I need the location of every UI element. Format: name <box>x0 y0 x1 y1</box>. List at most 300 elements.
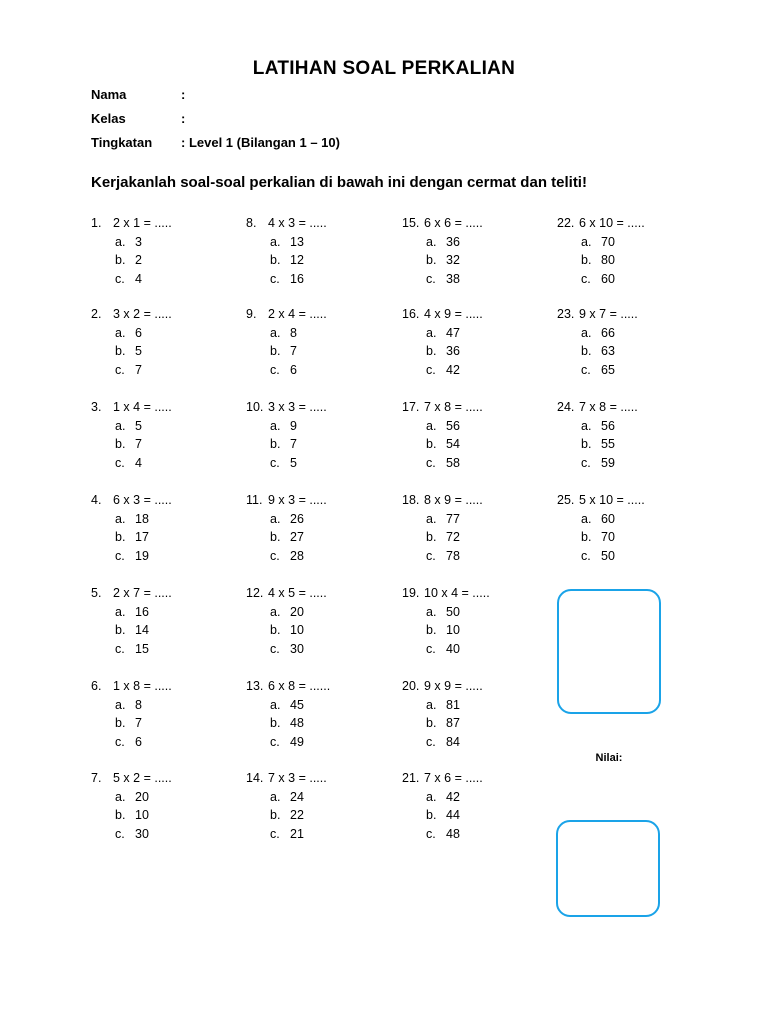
answer-option[interactable] <box>91 714 172 733</box>
option-letter: c. <box>115 641 125 656</box>
option-letter: b. <box>270 437 281 451</box>
answer-option[interactable] <box>246 788 327 807</box>
answer-option[interactable] <box>402 251 483 270</box>
option-letter: a. <box>115 418 126 433</box>
option-letter: b. <box>115 437 126 451</box>
answer-option[interactable] <box>91 324 172 343</box>
answer-option[interactable] <box>402 342 483 361</box>
question-text: 4 x 3 = ..... <box>268 216 327 230</box>
option-letter: a. <box>581 511 592 526</box>
option-value: 4 <box>135 271 142 286</box>
question-number: 16. <box>402 307 420 321</box>
option-value: 3 <box>135 234 142 249</box>
question-text: 5 x 10 = ..... <box>579 493 645 507</box>
question-number: 11. <box>246 493 263 507</box>
question-line <box>557 214 645 233</box>
option-value: 22 <box>290 808 304 822</box>
option-letter: a. <box>426 511 437 526</box>
question-item <box>557 491 645 565</box>
option-letter: c. <box>270 455 280 470</box>
question-text: 9 x 3 = ..... <box>268 493 327 507</box>
question-item <box>91 584 172 658</box>
answer-option[interactable] <box>91 454 172 473</box>
answer-option[interactable] <box>91 251 172 270</box>
option-value: 27 <box>290 530 304 544</box>
question-number: 22. <box>557 216 575 230</box>
option-letter: a. <box>270 604 281 619</box>
question-text: 6 x 3 = ..... <box>113 493 172 507</box>
answer-option[interactable] <box>402 806 483 825</box>
option-letter: c. <box>270 734 280 749</box>
question-item <box>246 769 327 843</box>
option-letter: c. <box>270 548 280 563</box>
question-item <box>402 214 483 288</box>
grade-box[interactable] <box>556 820 660 917</box>
question-text: 6 x 10 = ..... <box>579 216 645 230</box>
answer-option[interactable] <box>402 528 483 547</box>
question-item <box>246 491 327 565</box>
option-value: 48 <box>446 826 460 841</box>
option-letter: b. <box>270 623 281 637</box>
answer-option[interactable] <box>91 510 172 529</box>
question-item <box>91 677 172 751</box>
answer-option[interactable] <box>246 825 327 844</box>
option-value: 58 <box>446 455 460 470</box>
question-text: 6 x 8 = ...... <box>268 679 331 693</box>
option-value: 10 <box>446 623 460 637</box>
question-item <box>246 305 327 379</box>
question-line <box>402 769 483 788</box>
question-text: 3 x 3 = ..... <box>268 400 327 414</box>
answer-option[interactable] <box>246 806 327 825</box>
answer-option[interactable] <box>402 640 490 659</box>
option-letter: b. <box>426 623 437 637</box>
answer-option[interactable] <box>402 361 483 380</box>
option-value: 54 <box>446 437 460 451</box>
answer-option[interactable] <box>402 714 483 733</box>
answer-option[interactable] <box>91 342 172 361</box>
option-letter: c. <box>581 362 591 377</box>
class-field-row <box>91 111 185 126</box>
answer-option[interactable] <box>246 696 330 715</box>
option-value: 50 <box>446 604 460 619</box>
answer-option[interactable] <box>402 733 483 752</box>
option-letter: a. <box>115 511 126 526</box>
option-letter: c. <box>115 455 125 470</box>
question-text: 2 x 1 = ..... <box>113 216 172 230</box>
option-letter: a. <box>581 234 592 249</box>
question-number: 7. <box>91 771 102 785</box>
option-value: 6 <box>290 362 297 377</box>
option-value: 81 <box>446 697 460 712</box>
class-label: Kelas <box>91 111 126 126</box>
option-letter: c. <box>270 271 280 286</box>
option-letter: a. <box>270 325 281 340</box>
question-text: 2 x 7 = ..... <box>113 586 172 600</box>
answer-option[interactable] <box>402 233 483 252</box>
option-letter: c. <box>426 455 436 470</box>
option-value: 19 <box>135 548 149 563</box>
answer-option[interactable] <box>246 342 327 361</box>
answer-option[interactable] <box>91 696 172 715</box>
answer-option[interactable] <box>246 714 330 733</box>
question-text: 7 x 6 = ..... <box>424 771 483 785</box>
option-value: 7 <box>290 437 297 451</box>
option-value: 30 <box>290 641 304 656</box>
grade-label: Nilai: <box>595 752 623 764</box>
question-line <box>91 491 172 510</box>
question-item <box>246 584 327 658</box>
option-value: 5 <box>290 455 297 470</box>
question-number: 25. <box>557 493 575 507</box>
option-value: 16 <box>135 604 149 619</box>
answer-option[interactable] <box>402 696 483 715</box>
answer-option[interactable] <box>402 435 483 454</box>
question-text: 9 x 9 = ..... <box>424 679 483 693</box>
option-letter: a. <box>270 697 281 712</box>
answer-option[interactable] <box>91 621 172 640</box>
answer-option[interactable] <box>246 621 327 640</box>
question-number: 21. <box>402 771 420 785</box>
option-letter: a. <box>581 418 592 433</box>
question-line <box>91 769 172 788</box>
question-line <box>91 398 172 417</box>
option-value: 2 <box>135 253 142 267</box>
answer-option[interactable] <box>246 435 327 454</box>
question-line <box>557 305 638 324</box>
option-letter: c. <box>581 455 591 470</box>
option-letter: a. <box>426 697 437 712</box>
answer-option[interactable] <box>91 640 172 659</box>
option-letter: b. <box>270 808 281 822</box>
option-letter: c. <box>115 362 125 377</box>
option-value: 7 <box>135 437 142 451</box>
option-letter: c. <box>270 826 280 841</box>
option-letter: a. <box>270 789 281 804</box>
answer-option[interactable] <box>246 640 327 659</box>
answer-option[interactable] <box>557 435 638 454</box>
option-value: 10 <box>290 623 304 637</box>
level-label: Tingkatan <box>91 135 153 150</box>
option-letter: b. <box>581 253 592 267</box>
question-number: 6. <box>91 679 102 693</box>
option-letter: b. <box>426 530 437 544</box>
question-item <box>557 398 638 472</box>
question-item <box>246 677 330 751</box>
question-item <box>402 584 490 658</box>
answer-option[interactable] <box>557 233 645 252</box>
answer-option[interactable] <box>91 528 172 547</box>
question-text: 5 x 2 = ..... <box>113 771 172 785</box>
question-line <box>91 214 172 233</box>
answer-option[interactable] <box>402 270 483 289</box>
option-letter: b. <box>426 344 437 358</box>
option-value: 55 <box>601 437 615 451</box>
question-number: 24. <box>557 400 575 414</box>
question-text: 1 x 8 = ..... <box>113 679 172 693</box>
option-value: 42 <box>446 362 460 377</box>
option-letter: a. <box>270 234 281 249</box>
name-value[interactable]: : <box>181 87 186 102</box>
answer-option[interactable] <box>402 454 483 473</box>
question-number: 1. <box>91 216 102 230</box>
option-letter: b. <box>426 716 437 730</box>
question-number: 8. <box>246 216 257 230</box>
option-letter: c. <box>270 362 280 377</box>
answer-option[interactable] <box>557 324 638 343</box>
question-item <box>91 769 172 843</box>
option-value: 78 <box>446 548 460 563</box>
question-number: 20. <box>402 679 420 693</box>
question-text: 9 x 7 = ..... <box>579 307 638 321</box>
question-text: 4 x 5 = ..... <box>268 586 327 600</box>
option-value: 9 <box>290 418 297 433</box>
answer-option[interactable] <box>557 454 638 473</box>
answer-option[interactable] <box>91 806 172 825</box>
option-value: 6 <box>135 325 142 340</box>
answer-option[interactable] <box>91 417 172 436</box>
question-item <box>91 305 172 379</box>
question-number: 3. <box>91 400 102 414</box>
answer-option[interactable] <box>246 417 327 436</box>
option-letter: c. <box>581 548 591 563</box>
question-number: 18. <box>402 493 420 507</box>
answer-option[interactable] <box>402 417 483 436</box>
question-text: 3 x 2 = ..... <box>113 307 172 321</box>
name-field-row <box>91 87 185 102</box>
question-item <box>91 398 172 472</box>
instruction-text: Kerjakanlah soal-soal perkalian di bawah ini dengan cermat dan teliti! <box>91 174 587 191</box>
question-number: 15. <box>402 216 420 230</box>
question-line <box>402 491 483 510</box>
option-value: 8 <box>135 697 142 712</box>
question-text: 8 x 9 = ..... <box>424 493 483 507</box>
answer-option[interactable] <box>91 547 172 566</box>
answer-option[interactable] <box>246 510 327 529</box>
option-value: 16 <box>290 271 304 286</box>
answer-option[interactable] <box>557 547 645 566</box>
question-line <box>91 677 172 696</box>
question-item <box>402 398 483 472</box>
option-value: 20 <box>135 789 149 804</box>
level-field-row <box>91 135 340 150</box>
option-letter: c. <box>581 271 591 286</box>
option-letter: c. <box>426 362 436 377</box>
option-value: 87 <box>446 716 460 730</box>
question-number: 9. <box>246 307 257 321</box>
name-label: Nama <box>91 87 127 102</box>
option-value: 80 <box>601 253 615 267</box>
option-value: 8 <box>290 325 297 340</box>
question-item <box>246 214 327 288</box>
answer-option[interactable] <box>246 454 327 473</box>
question-item <box>402 769 483 843</box>
option-letter: b. <box>115 623 126 637</box>
option-letter: a. <box>426 789 437 804</box>
question-item <box>402 491 483 565</box>
option-value: 60 <box>601 271 615 286</box>
option-letter: b. <box>270 530 281 544</box>
question-line <box>557 491 645 510</box>
question-item <box>557 214 645 288</box>
option-value: 5 <box>135 344 142 358</box>
question-text: 2 x 4 = ..... <box>268 307 327 321</box>
option-value: 56 <box>446 418 460 433</box>
option-letter: a. <box>115 604 126 619</box>
option-letter: c. <box>115 734 125 749</box>
question-text: 7 x 3 = ..... <box>268 771 327 785</box>
answer-option[interactable] <box>91 435 172 454</box>
answer-option[interactable] <box>246 270 327 289</box>
answer-option[interactable] <box>402 825 483 844</box>
question-text: 1 x 4 = ..... <box>113 400 172 414</box>
option-value: 36 <box>446 234 460 249</box>
option-value: 10 <box>135 808 149 822</box>
option-letter: a. <box>426 418 437 433</box>
answer-option[interactable] <box>402 788 483 807</box>
option-value: 48 <box>290 716 304 730</box>
option-letter: b. <box>115 530 126 544</box>
question-text: 4 x 9 = ..... <box>424 307 483 321</box>
option-letter: a. <box>426 604 437 619</box>
option-letter: c. <box>426 826 436 841</box>
answer-option[interactable] <box>246 233 327 252</box>
option-value: 14 <box>135 623 149 637</box>
option-letter: b. <box>581 530 592 544</box>
answer-option[interactable] <box>402 547 483 566</box>
question-text: 10 x 4 = ..... <box>424 586 490 600</box>
option-value: 49 <box>290 734 304 749</box>
question-line <box>91 584 172 603</box>
answer-option[interactable] <box>557 528 645 547</box>
option-letter: c. <box>426 548 436 563</box>
option-letter: a. <box>426 234 437 249</box>
option-value: 6 <box>135 734 142 749</box>
answer-option[interactable] <box>246 324 327 343</box>
option-value: 84 <box>446 734 460 749</box>
correct-answers-box[interactable] <box>557 589 661 714</box>
option-letter: b. <box>115 344 126 358</box>
option-value: 45 <box>290 697 304 712</box>
option-letter: a. <box>115 234 126 249</box>
question-item <box>402 305 483 379</box>
answer-option[interactable] <box>402 510 483 529</box>
answer-option[interactable] <box>246 251 327 270</box>
answer-option[interactable] <box>557 342 638 361</box>
option-value: 32 <box>446 253 460 267</box>
question-number: 19. <box>402 586 420 600</box>
option-value: 44 <box>446 808 460 822</box>
question-line <box>246 677 330 696</box>
question-number: 2. <box>91 307 102 321</box>
question-number: 13. <box>246 679 264 693</box>
question-item <box>402 677 483 751</box>
option-letter: c. <box>426 641 436 656</box>
option-letter: b. <box>581 437 592 451</box>
worksheet-title: LATIHAN SOAL PERKALIAN <box>252 58 516 79</box>
option-value: 38 <box>446 271 460 286</box>
answer-option[interactable] <box>557 270 645 289</box>
option-letter: a. <box>115 697 126 712</box>
option-value: 28 <box>290 548 304 563</box>
question-line <box>402 214 483 233</box>
answer-option[interactable] <box>91 825 172 844</box>
question-number: 5. <box>91 586 102 600</box>
option-value: 42 <box>446 789 460 804</box>
answer-option[interactable] <box>91 788 172 807</box>
question-item <box>91 214 172 288</box>
answer-option[interactable] <box>246 733 330 752</box>
option-letter: b. <box>581 344 592 358</box>
question-text: 6 x 6 = ..... <box>424 216 483 230</box>
option-letter: b. <box>270 716 281 730</box>
question-line <box>557 398 638 417</box>
option-letter: b. <box>115 808 126 822</box>
option-value: 40 <box>446 641 460 656</box>
option-value: 4 <box>135 455 142 470</box>
answer-option[interactable] <box>402 603 490 622</box>
answer-option[interactable] <box>246 361 327 380</box>
class-value[interactable]: : <box>181 111 186 126</box>
option-value: 65 <box>601 362 615 377</box>
answer-option[interactable] <box>246 528 327 547</box>
answer-option[interactable] <box>402 621 490 640</box>
option-value: 30 <box>135 826 149 841</box>
option-letter: b. <box>426 808 437 822</box>
answer-option[interactable] <box>557 510 645 529</box>
option-value: 7 <box>135 716 142 730</box>
option-value: 15 <box>135 641 149 656</box>
answer-option[interactable] <box>91 603 172 622</box>
option-letter: c. <box>270 641 280 656</box>
option-value: 77 <box>446 511 460 526</box>
option-value: 63 <box>601 344 615 358</box>
option-value: 12 <box>290 253 304 267</box>
answer-option[interactable] <box>557 417 638 436</box>
answer-option[interactable] <box>557 251 645 270</box>
answer-option[interactable] <box>557 361 638 380</box>
question-text: 7 x 8 = ..... <box>579 400 638 414</box>
question-number: 12. <box>246 586 264 600</box>
question-item <box>91 491 172 565</box>
question-item <box>557 305 638 379</box>
question-line <box>402 584 490 603</box>
option-value: 47 <box>446 325 460 340</box>
question-line <box>402 677 483 696</box>
option-value: 36 <box>446 344 460 358</box>
option-value: 13 <box>290 234 304 249</box>
answer-option[interactable] <box>246 547 327 566</box>
option-letter: c. <box>426 271 436 286</box>
option-value: 70 <box>601 530 615 544</box>
option-value: 21 <box>290 826 304 841</box>
answer-option[interactable] <box>91 361 172 380</box>
option-value: 66 <box>601 325 615 340</box>
option-value: 24 <box>290 789 304 804</box>
question-number: 23. <box>557 307 575 321</box>
question-line <box>246 305 327 324</box>
question-number: 17. <box>402 400 420 414</box>
answer-option[interactable] <box>246 603 327 622</box>
question-line <box>246 214 327 233</box>
answer-option[interactable] <box>91 233 172 252</box>
option-value: 59 <box>601 455 615 470</box>
answer-option[interactable] <box>91 270 172 289</box>
option-value: 7 <box>135 362 142 377</box>
option-letter: a. <box>270 418 281 433</box>
answer-option[interactable] <box>91 733 172 752</box>
answer-option[interactable] <box>402 324 483 343</box>
